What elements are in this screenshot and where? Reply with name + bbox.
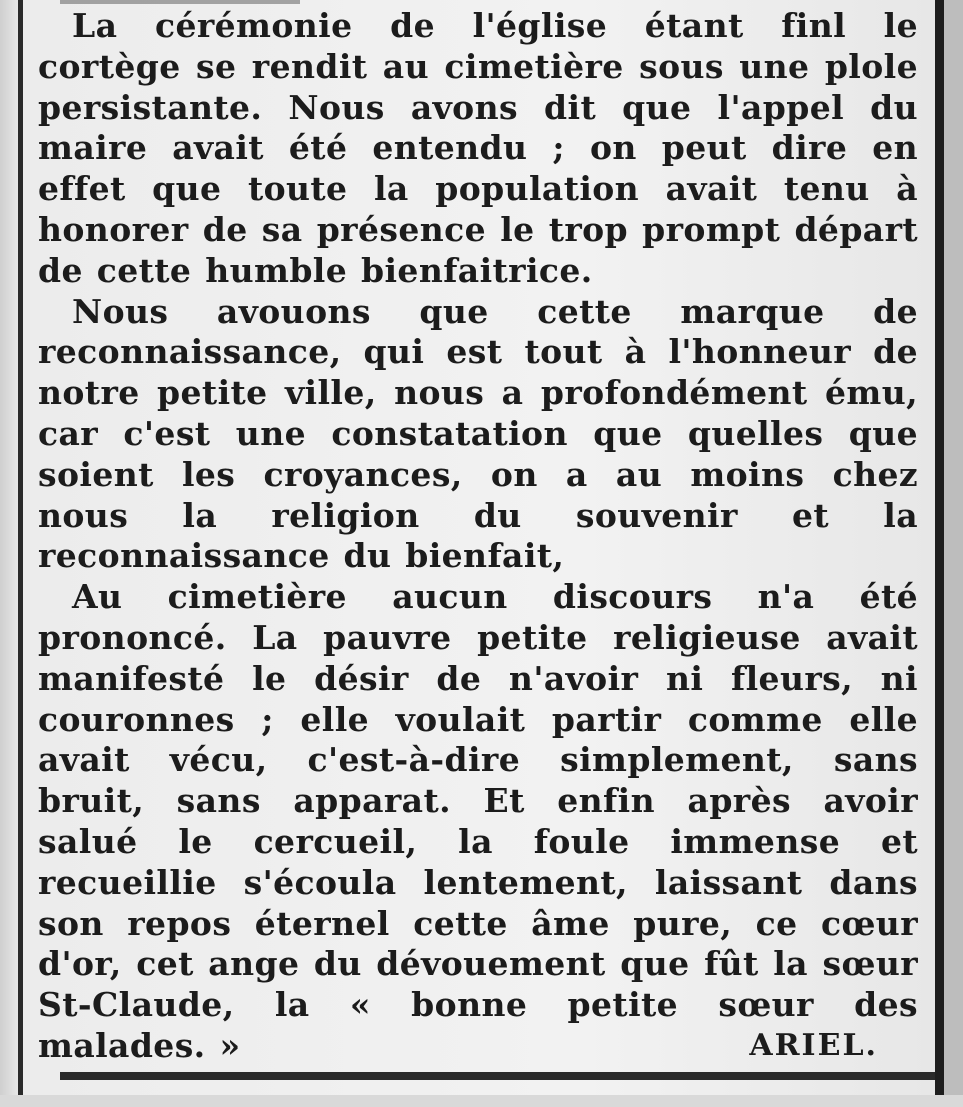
- column-left-rule: [18, 0, 23, 1095]
- page-edge: [944, 0, 963, 1095]
- article-paragraph-3: Au cimetière aucun discours n'a été prononcé. La pauvre petite religieuse avait manifesté le désir de n'avoir ni fleurs, ni couronnes ; elle voulait partir comme elle avait vécu, c'est-à-dire simplement, sans bruit, sans apparat. Et enfin après avoir salué le cercueil, la foule immense et recueillie s'écoula lentement, laissant dans son repos éternel cette âme pure, ce cœur d'or, cet ange du dévouement que fût la sœur St-Claude, la « bonne petite sœur des malades. »: [38, 577, 918, 1065]
- author-signature: ARIEL.: [749, 1027, 878, 1063]
- article-column: [38, 6, 918, 1107]
- article-paragraph-2: Nous avouons que cette marque de reconnaissance, qui est tout à l'honneur de notre petite ville, nous a profondément ému, car c'est une constatation que quelles que soient les croyances, on a au moins chez nous la religion du souvenir et la reconnaissance du bienfait,: [38, 291, 918, 576]
- bottom-rule: [60, 1072, 935, 1080]
- article-paragraph-1: La cérémonie de l'église étant finl le cortège se rendit au cimetière sous une plole persistante. Nous avons dit que l'appel du maire avait été entendu ; on peut dire en effet que toute la population avait tenu à honorer de sa présence le trop prompt départ de cette humble bienfaitrice.: [38, 6, 918, 290]
- cut-off-text-fragment: [60, 0, 300, 4]
- column-right-rule: [935, 0, 944, 1095]
